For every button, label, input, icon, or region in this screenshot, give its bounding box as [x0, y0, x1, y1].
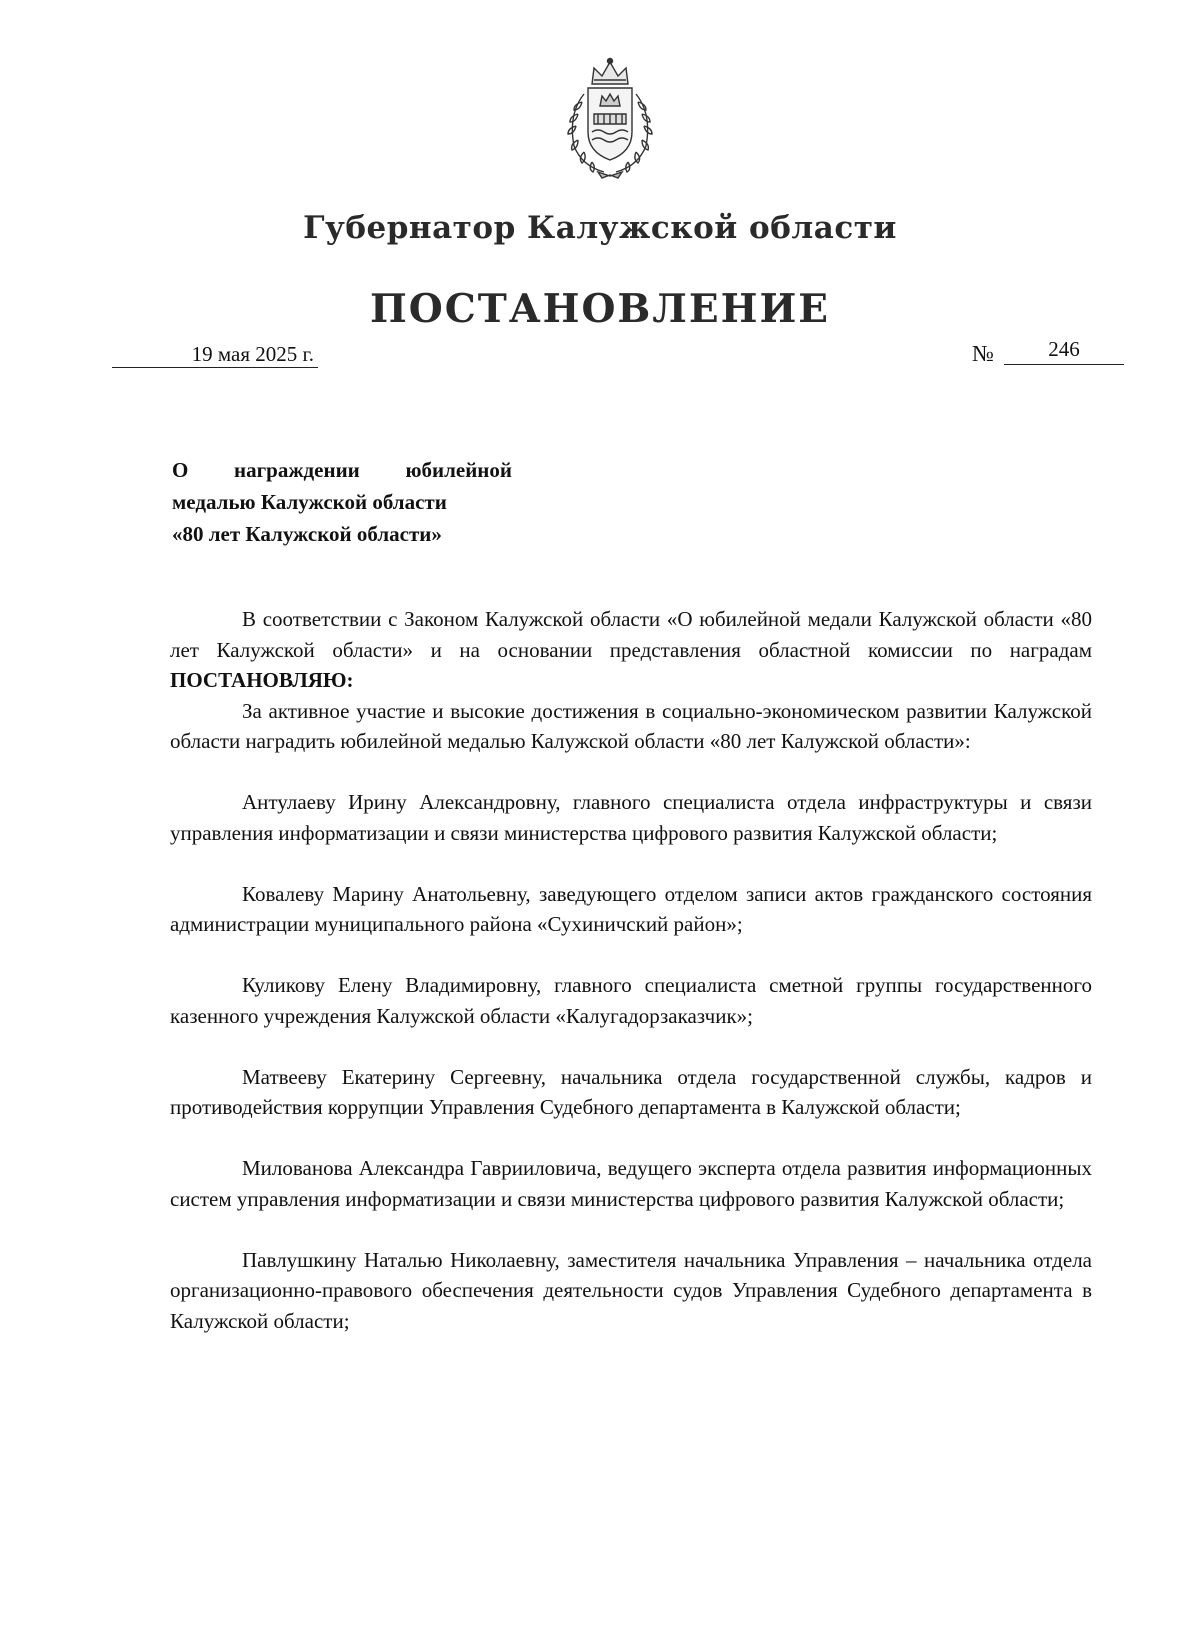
document-number: 246 — [1004, 334, 1124, 365]
paragraph-gap — [170, 1214, 1092, 1245]
paragraph-gap — [170, 1031, 1092, 1062]
document-date: 19 мая 2025 г. — [112, 341, 318, 368]
awardee-paragraph: Ковалеву Марину Анатольевну, заведующего отделом записи актов гражданского состояния администрации муниципального района «Сухиничский район»; — [170, 881, 1092, 936]
paragraph-gap — [170, 940, 1092, 971]
paragraph-gap — [170, 1123, 1092, 1154]
preamble-text: В соответствии с Законом Калужской области «О юбилейной медали Калужской области «80 лет Калужской области» и на основании представления областной комиссии по наградам — [170, 607, 1092, 662]
subject-line: О награждении юбилейной — [172, 458, 512, 482]
coat-of-arms-emblem — [548, 54, 672, 180]
document-subject — [172, 454, 512, 550]
issuer-title: Губернатор Калужской области — [303, 210, 897, 246]
awardee-paragraph: Матвееву Екатерину Сергеевну, начальника отдела государственной службы, кадров и противодействия коррупции Управления Судебного департамента в Калужской области; — [170, 1064, 1092, 1119]
awardee-paragraph: Куликову Елену Владимировну, главного специалиста сметной группы государственного казенного учреждения Калужской области «Калугадорзаказчик»; — [170, 973, 1092, 1028]
awardee-paragraph: Павлушкину Наталью Николаевну, заместителя начальника Управления – начальника отдела организационно-правового обеспечения деятельности судов Управления Судебного департамента в Калужской области; — [170, 1247, 1092, 1333]
resolution-paragraph: За активное участие и высокие достижения в социально-экономическом развитии Калужской области наградить юбилейной медалью Калужской области «80 лет Калужской области»: — [170, 698, 1092, 753]
subject-line: «80 лет Калужской области» — [172, 522, 442, 546]
decree-word: ПОСТАНОВЛЯЮ: — [170, 668, 354, 692]
preamble-paragraph — [170, 604, 1092, 696]
awardee-paragraph: Антулаеву Ирину Александровну, главного специалиста отдела инфраструктуры и связи управления информатизации и связи министерства цифрового развития Калужской области; — [170, 790, 1092, 845]
number-sign: № — [972, 341, 994, 366]
subject-line: медалью Калужской области — [172, 490, 447, 514]
paragraph-gap — [170, 757, 1092, 788]
document-body — [170, 604, 1092, 1336]
awardee-paragraph: Милованова Александра Гаврииловича, ведущего эксперта отдела развития информационных систем управления информатизации и связи министерства цифрового развития Калужской области; — [170, 1156, 1092, 1211]
paragraph-gap — [170, 848, 1092, 879]
document-type-title: ПОСТАНОВЛЕНИЕ — [369, 286, 831, 332]
